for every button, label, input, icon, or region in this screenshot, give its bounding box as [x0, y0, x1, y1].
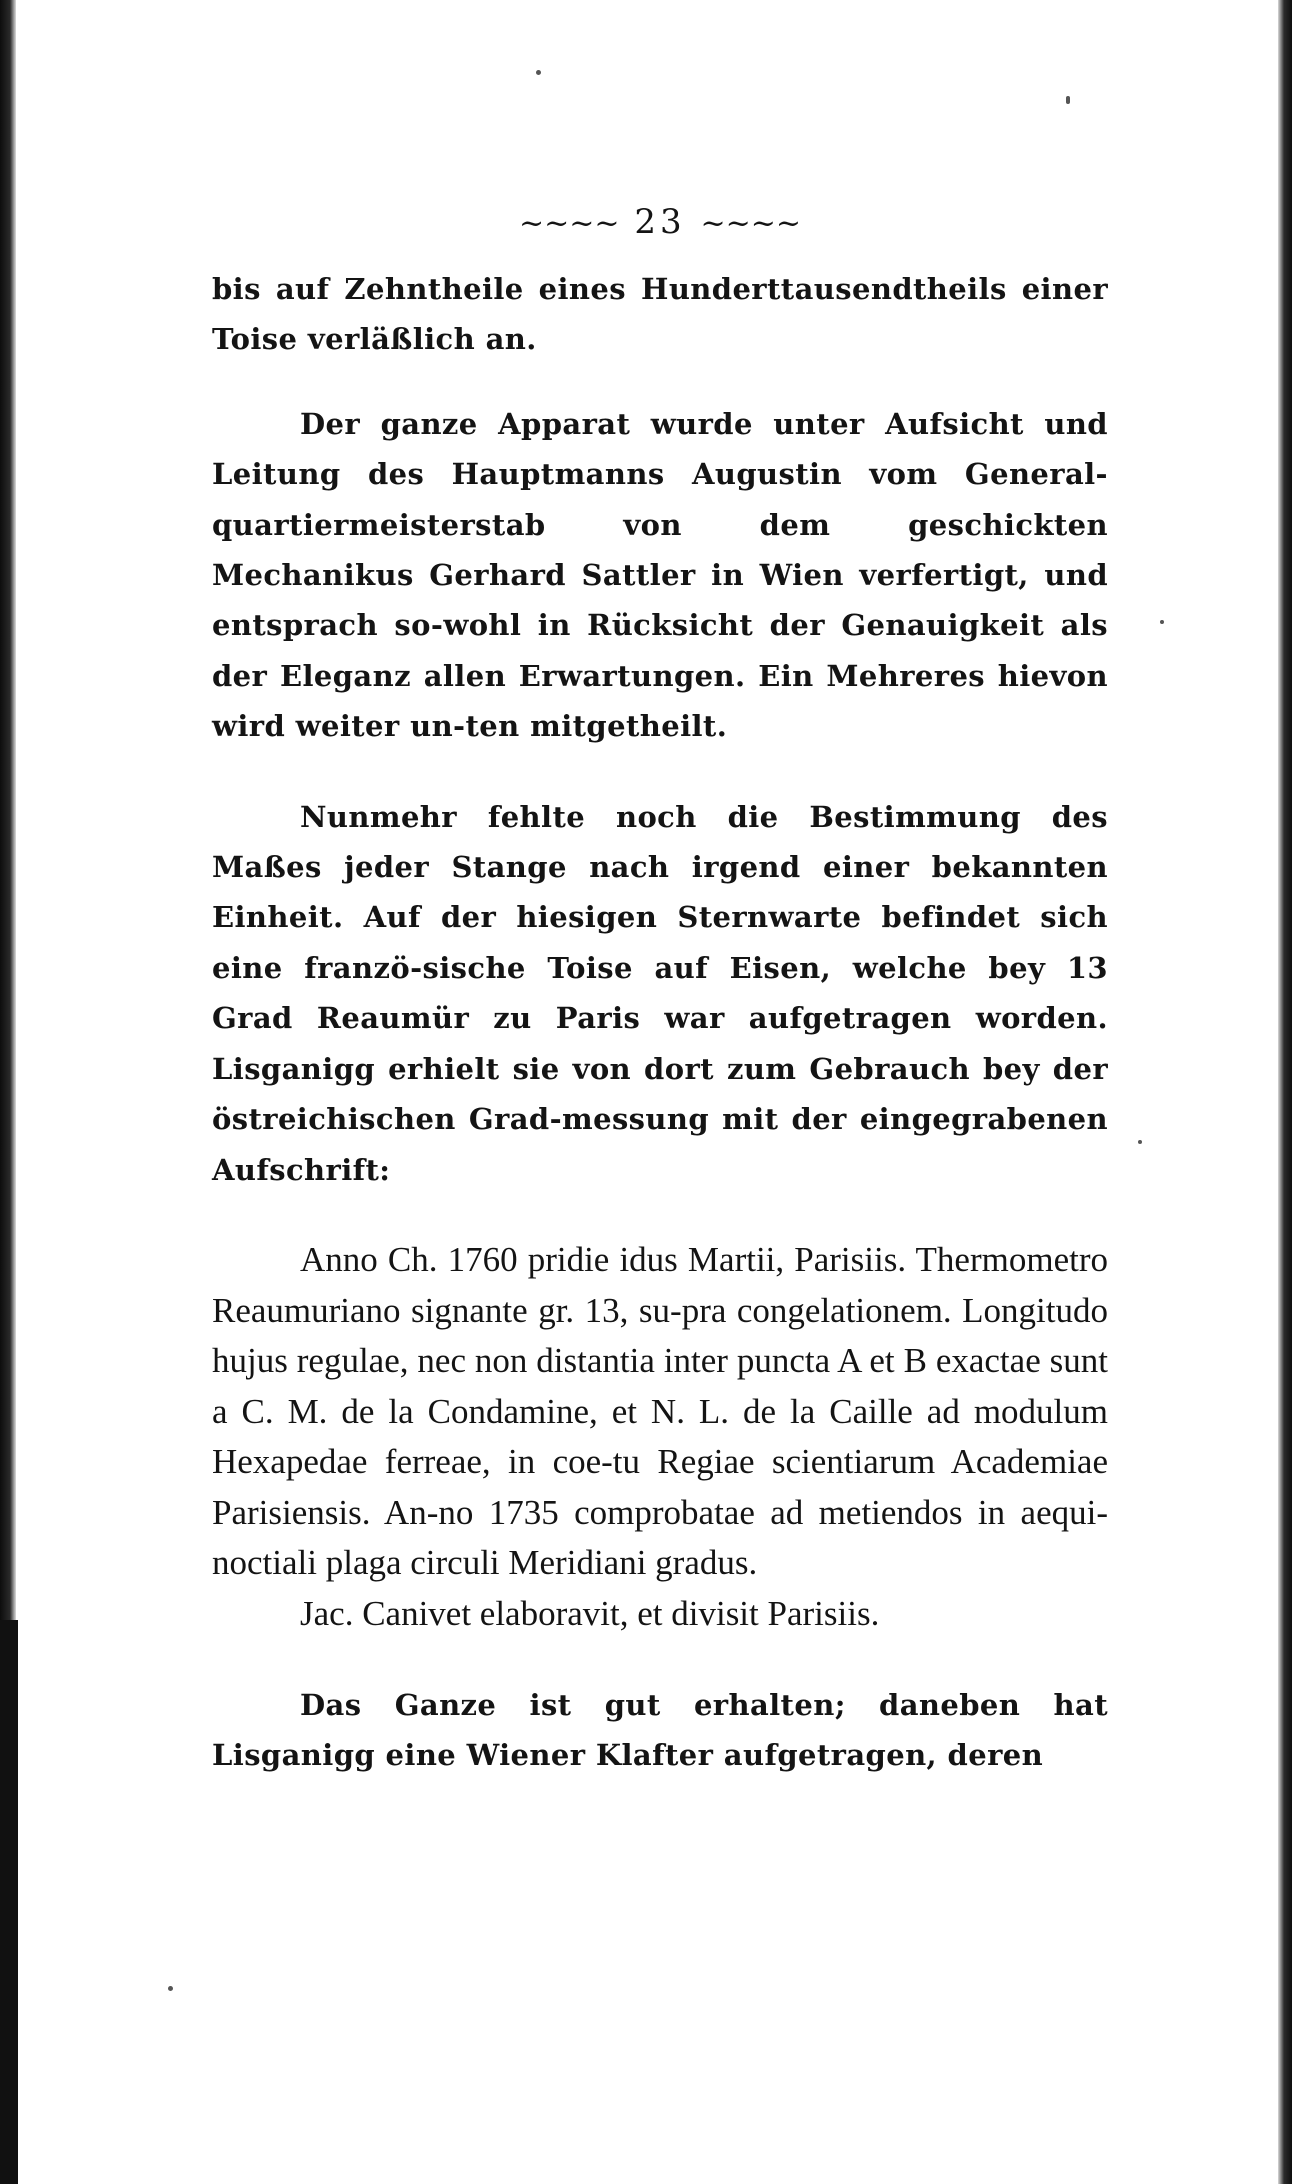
latin-inscription: Anno Ch. 1760 pridie idus Martii, Parisiis. Thermometro Reaumuriano signante gr. 13, su-pra congelationem. Longitudo hujus regulae, nec non distantia inter puncta A et B exactae sunt a C. M. de la Condamine, et N. L. de la Caille ad modulum Hexapedae ferreae, in coe-tu Regiae scientiarum Academiae Parisiensis. An-no 1735 comprobatae ad metiendos in aequi-noctiali plaga circuli Meridiani gradus.: [212, 1239, 1108, 1583]
page-right-edge: [1278, 0, 1292, 2184]
running-head-dash-left: ~~~~: [519, 206, 620, 241]
print-speck: [1138, 1140, 1142, 1144]
running-head-dash-right: ~~~~: [700, 206, 801, 241]
running-head: [212, 200, 1108, 244]
print-speck: [168, 1986, 173, 1991]
page-left-edge-shadow: [0, 1620, 18, 2184]
print-speck: [1160, 620, 1164, 624]
paragraph-apparatus: Der ganze Apparat wurde unter Aufsicht und Leitung des Hauptmanns Augustin vom General-quartiermeisterstab von dem geschickten Mechanikus Gerhard Sattler in Wien verfertigt, und entsprach so-wohl in Rücksicht der Genauigkeit als der Eleganz allen Erwartungen. Ein Mehreres hievon wird weiter un-ten mitgetheilt.: [212, 406, 1108, 744]
paragraph-continued: bis auf Zehntheile eines Hunderttausendtheils einer Toise verläßlich an.: [212, 272, 1108, 357]
print-speck: [1066, 96, 1070, 104]
page-number: 23: [634, 202, 686, 242]
paragraph-toise: Nunmehr fehlte noch die Bestimmung des Maßes jeder Stange nach irgend einer bekannten Einheit. Auf der hiesigen Sternwarte befindet sich eine franzö-sische Toise auf Eisen, welche bey 13 Grad Reaumür zu Paris war aufgetragen worden. Lisganigg erhielt sie von dort zum Gebrauch bey der östreichischen Grad-messung mit der eingegrabenen Aufschrift:: [212, 799, 1108, 1187]
inscription-signature: Jac. Canivet elaboravit, et divisit Parisiis.: [300, 1594, 880, 1634]
book-page: [212, 200, 1108, 1780]
paragraph-final: Das Ganze ist gut erhalten; daneben hat Lisganigg eine Wiener Klafter aufgetragen, deren: [212, 1687, 1108, 1773]
print-speck: [536, 70, 541, 75]
